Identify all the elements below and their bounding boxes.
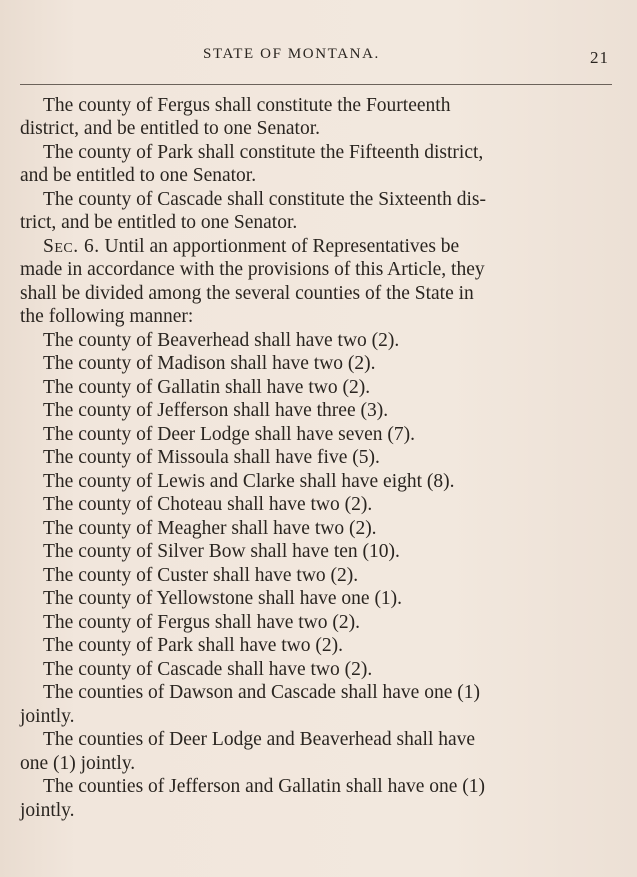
section-label: Sec. 6. xyxy=(43,236,100,257)
section-text: Until an apportionment of Representatives be xyxy=(104,236,460,257)
section-line xyxy=(43,235,459,258)
text-line: The county of Beaverhead shall have two (2). xyxy=(43,330,400,351)
page-header-title: STATE OF MONTANA. xyxy=(203,46,380,62)
text-line: The counties of Jefferson and Gallatin shall have one (1) xyxy=(43,776,486,797)
text-line: The county of Yellowstone shall have one (1). xyxy=(43,588,403,609)
text-line: trict, and be entitled to one Senator. xyxy=(20,212,298,233)
text-line: shall be divided among the several counties of the State in xyxy=(20,283,474,304)
text-line: The county of Missoula shall have five (5). xyxy=(43,447,380,468)
text-line: The county of Choteau shall have two (2). xyxy=(43,494,373,515)
text-line: The county of Madison shall have two (2). xyxy=(43,353,376,374)
text-line: the following manner: xyxy=(20,306,194,327)
text-line: The county of Cascade shall have two (2). xyxy=(43,659,373,680)
text-line: The county of Park shall have two (2). xyxy=(43,635,344,656)
page-number: 21 xyxy=(590,48,609,67)
text-line: The county of Silver Bow shall have ten (10). xyxy=(43,541,400,562)
text-line: The county of Cascade shall constitute the Sixteenth dis- xyxy=(43,189,486,210)
text-line: The county of Lewis and Clarke shall have eight (8). xyxy=(43,471,455,492)
text-line: and be entitled to one Senator. xyxy=(20,165,257,186)
text-line: The county of Jefferson shall have three (3). xyxy=(43,400,389,421)
text-line: made in accordance with the provisions of this Article, they xyxy=(20,259,485,280)
text-line: jointly. xyxy=(20,800,75,821)
text-line: The county of Deer Lodge shall have seven (7). xyxy=(43,424,415,445)
text-line: The county of Custer shall have two (2). xyxy=(43,565,359,586)
text-line: The county of Fergus shall have two (2). xyxy=(43,612,360,633)
text-line: jointly. xyxy=(20,706,75,727)
text-line: The counties of Dawson and Cascade shall have one (1) xyxy=(43,682,480,703)
text-line: district, and be entitled to one Senator. xyxy=(20,118,321,139)
header-rule xyxy=(20,84,612,85)
text-line: The counties of Deer Lodge and Beaverhead shall have xyxy=(43,729,476,750)
text-line: The county of Gallatin shall have two (2). xyxy=(43,377,371,398)
text-line: The county of Meagher shall have two (2). xyxy=(43,518,377,539)
text-line: one (1) jointly. xyxy=(20,753,136,774)
text-line: The county of Fergus shall constitute the Fourteenth xyxy=(43,95,451,116)
text-line: The county of Park shall constitute the Fifteenth district, xyxy=(43,142,484,163)
running-head xyxy=(0,46,637,70)
